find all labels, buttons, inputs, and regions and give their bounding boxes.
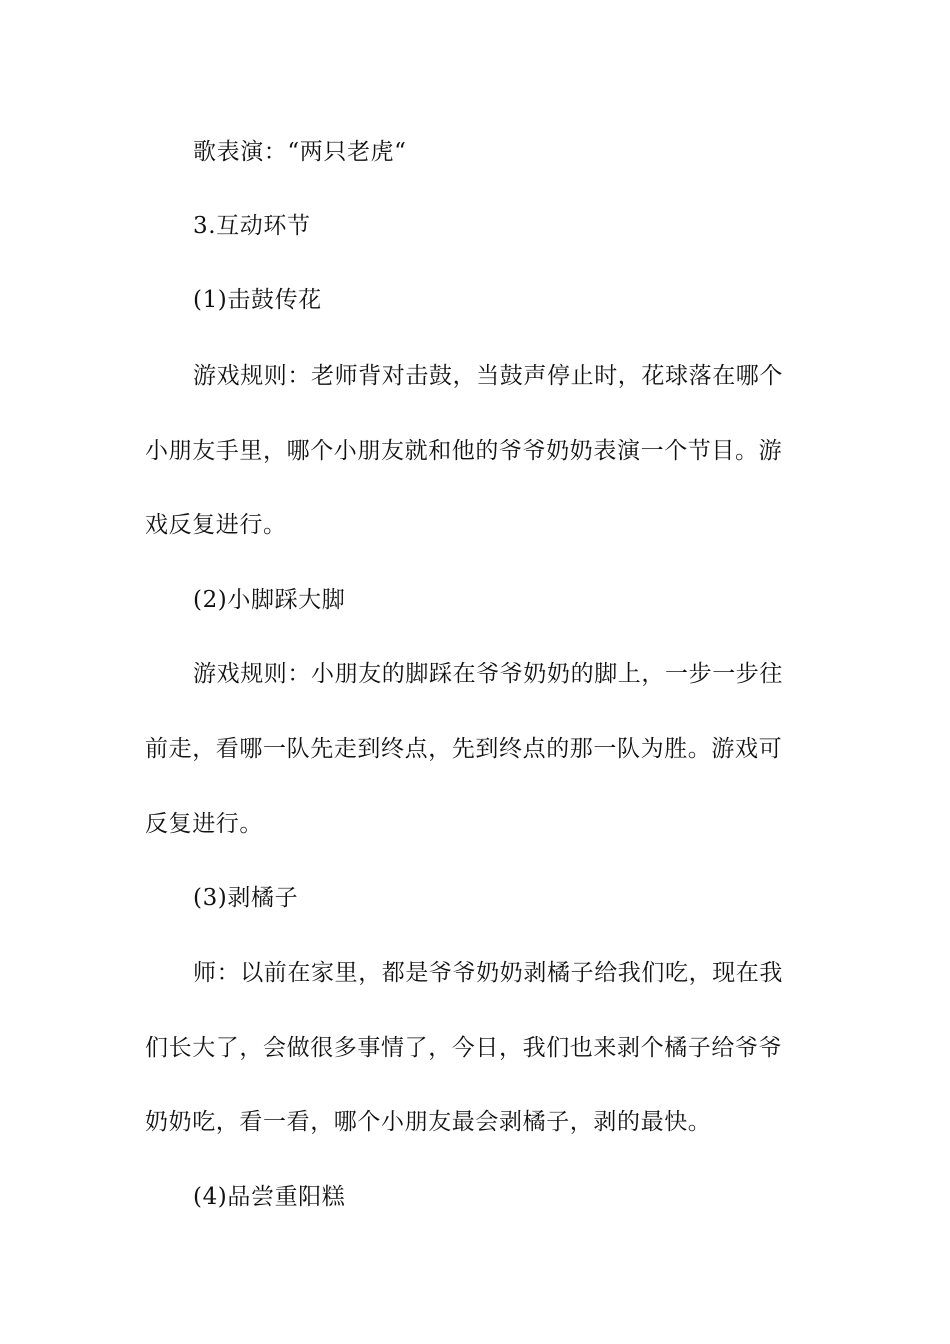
paragraph-line: 小朋友手里，哪个小朋友就和他的爷爷奶奶表演一个节目。游: [145, 438, 783, 464]
paragraph-line: 游戏规则：小朋友的脚踩在爷爷奶奶的脚上，一步一步往: [193, 661, 783, 687]
subheading-peel-orange: (3)剥橘子: [193, 885, 299, 911]
subheading-drum-flower: (1)击鼓传花: [193, 287, 322, 313]
paragraph-line: 前走，看哪一队先走到终点，先到终点的那一队为胜。游戏可: [145, 736, 783, 762]
paragraph-line: 们长大了，会做很多事情了，今日，我们也来剥个橘子给爷爷: [145, 1035, 783, 1061]
paragraph-line: 师：以前在家里，都是爷爷奶奶剥橘子给我们吃，现在我: [193, 960, 783, 986]
paragraph-line: 奶奶吃，看一看，哪个小朋友最会剥橘子，剥的最快。: [145, 1109, 712, 1135]
paragraph-line: 戏反复进行。: [145, 512, 287, 538]
subheading-small-feet: (2)小脚踩大脚: [193, 587, 346, 613]
subheading-taste-cake: (4)品尝重阳糕: [193, 1184, 346, 1210]
section-heading-interaction: 3.互动环节: [193, 213, 311, 239]
paragraph-line: 游戏规则：老师背对击鼓，当鼓声停止时，花球落在哪个: [193, 363, 783, 389]
song-performance-line: 歌表演：“两只老虎“: [193, 139, 407, 165]
paragraph-line: 反复进行。: [145, 811, 263, 837]
